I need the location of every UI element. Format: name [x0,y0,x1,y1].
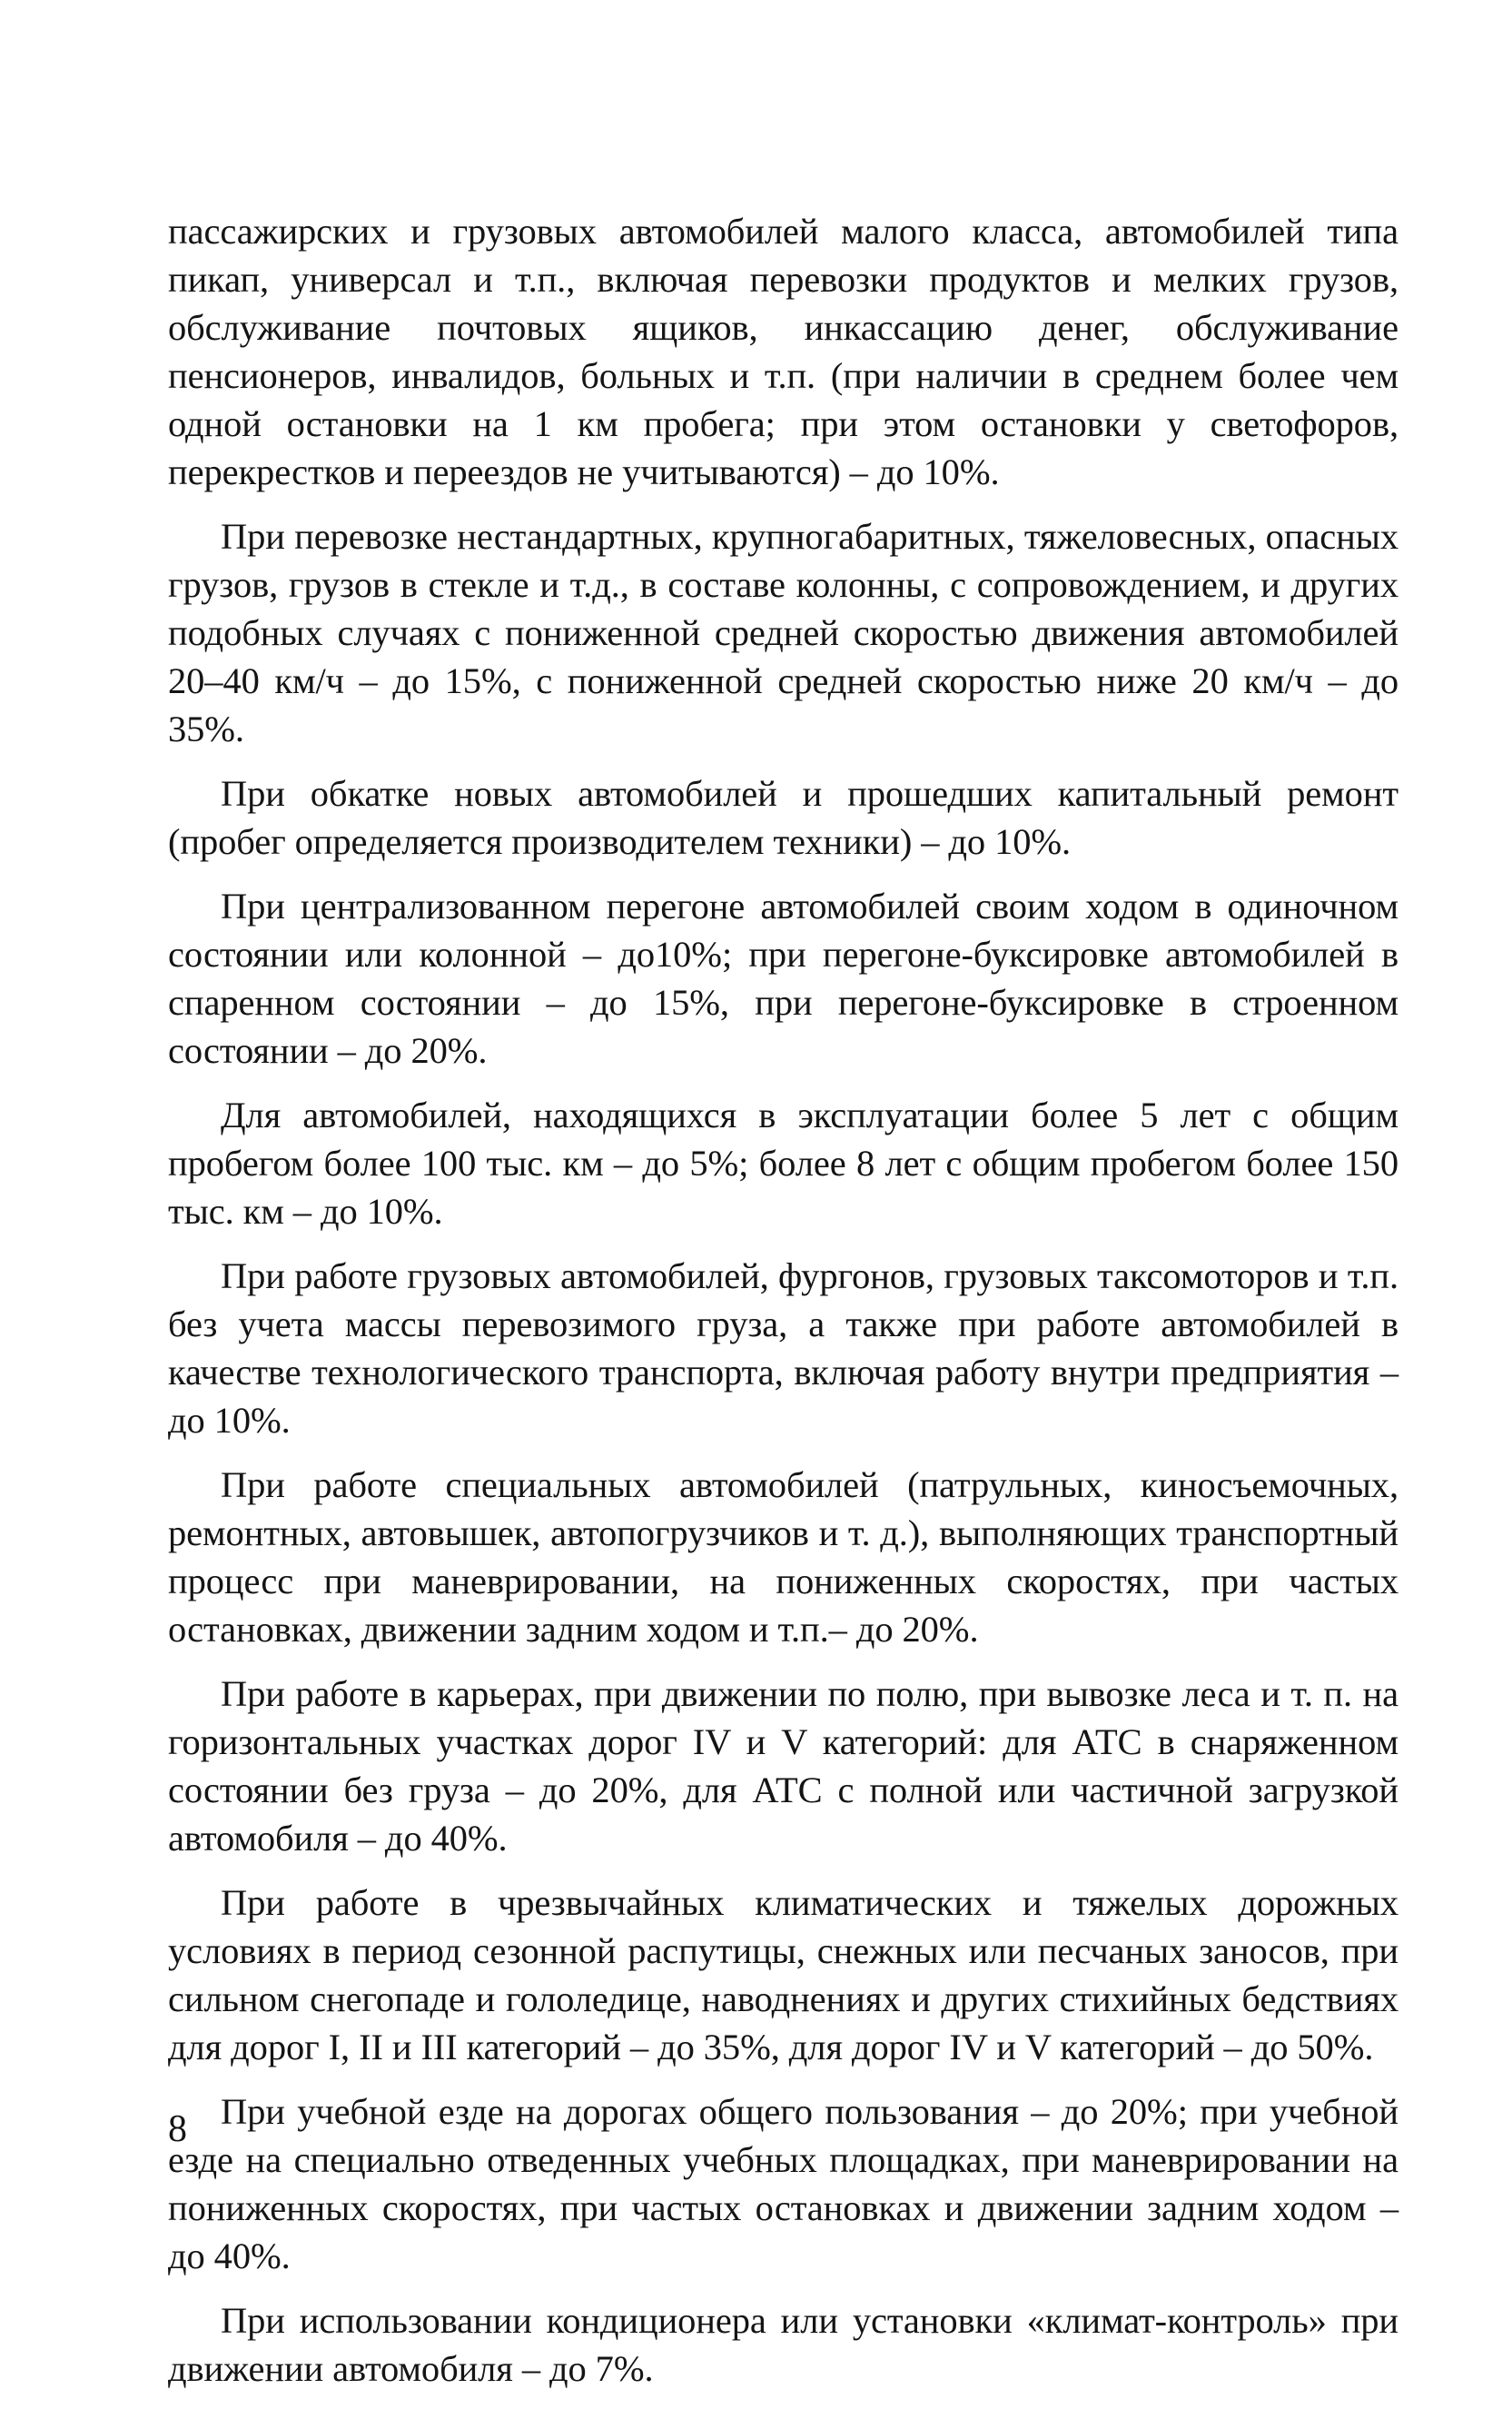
paragraph-1: пассажирских и грузовых автомобилей малого класса, автомобилей типа пикап, универсал и т.п., включая перевозки продуктов и мелких грузов, обслуживание почтовых ящиков, инкассацию денег, обслуживание пенсионеров, инвалидов, больных и т.п. (при наличии в среднем более чем одной остановки на 1 км пробега; при этом остановки у светофоров, перекрестков и переездов не учитываются) – до 10%. [168,211,1398,492]
paragraph-2: При перевозке нестандартных, крупногабаритных, тяжеловесных, опасных грузов, грузов в стекле и т.д., в составе колонны, с сопровождением, и других подобных случаях с пониженной средней скоростью движения автомобилей 20–40 км/ч – до 15%, с пониженной средней скоростью ниже 20 км/ч – до 35%. [168,516,1398,749]
paragraph-4: При централизованном перегоне автомобилей своим ходом в одиночном состоянии или колонной – до10%; при перегоне-буксировке автомобилей в спаренном состоянии – до 15%, при перегоне-буксировке в строенном состоянии – до 20%. [168,886,1398,1071]
paragraph-3: При обкатке новых автомобилей и прошедших капитальный ремонт (пробег определяется производителем техники) – до 10%. [168,773,1398,862]
page-number: 8 [168,2108,187,2150]
page-body [168,207,1398,2409]
paragraph-5: Для автомобилей, находящихся в эксплуатации более 5 лет с общим пробегом более 100 тыс. км – до 5%; более 8 лет с общим пробегом более 150 тыс. км – до 10%. [168,1095,1398,1232]
paragraph-11: При использовании кондиционера или установки «климат-контроль» при движении автомобиля – до 7%. [168,2300,1398,2389]
paragraph-9: При работе в чрезвычайных климатических и тяжелых дорожных условиях в период сезонной распутицы, снежных или песчаных заносов, при сильном снегопаде и гололедице, наводнениях и других стихийных бедствиях для дорог I, II и III категорий – до 35%, для дорог IV и V категорий – до 50%. [168,1882,1398,2067]
paragraph-8: При работе в карьерах, при движении по полю, при вывозке леса и т. п. на горизонтальных участках дорог IV и V категорий: для АТС в снаряженном состоянии без груза – до 20%, для АТС с полной или частичной загрузкой автомобиля – до 40%. [168,1673,1398,1859]
paragraph-7: При работе специальных автомобилей (патрульных, киносъемочных, ремонтных, автовышек, автопогрузчиков и т. д.), выполняющих транспортный процесс при маневрировании, на пониженных скоростях, при частых остановках, движении задним ходом и т.п.– до 20%. [168,1464,1398,1650]
paragraph-10: При учебной езде на дорогах общего пользования – до 20%; при учебной езде на специально отведенных учебных площадках, при маневрировании на пониженных скоростях, при частых остановках и движении задним ходом – до 40%. [168,2091,1398,2276]
paragraph-6: При работе грузовых автомобилей, фургонов, грузовых таксомоторов и т.п. без учета массы перевозимого груза, а также при работе автомобилей в качестве технологического транспорта, включая работу внутри предприятия – до 10%. [168,1255,1398,1441]
